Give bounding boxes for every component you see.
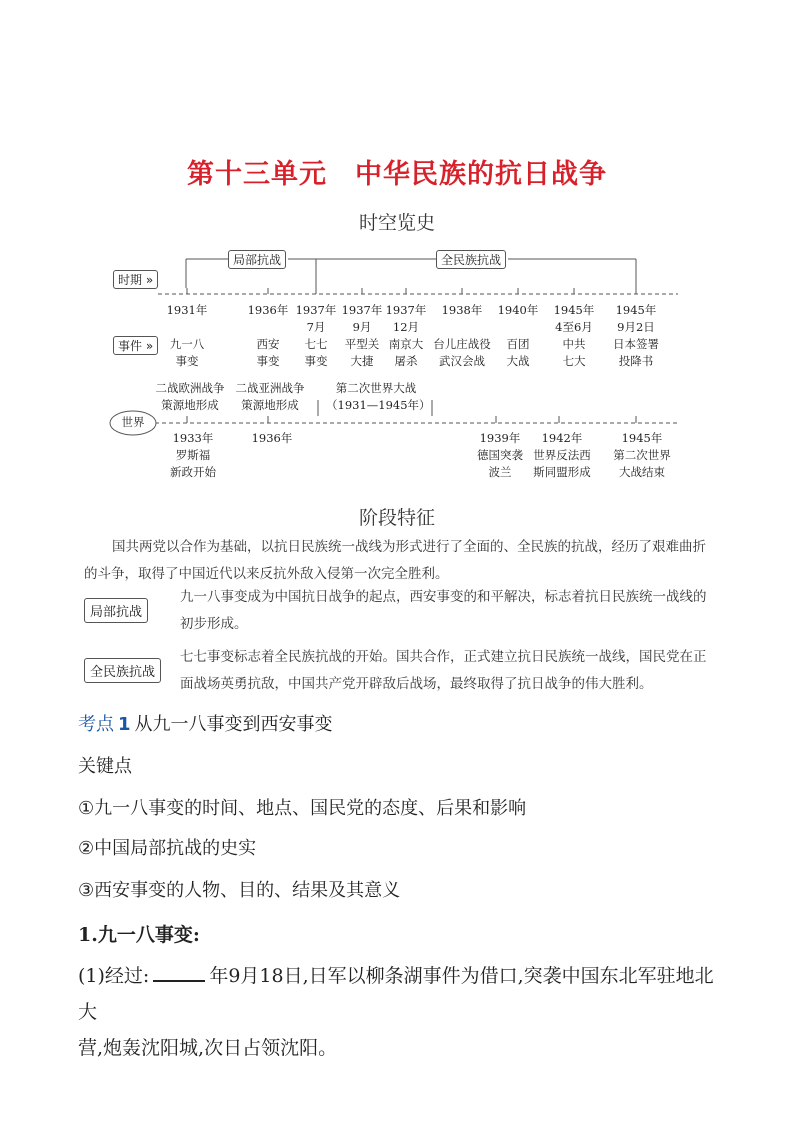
full-war-tag: 全民族抗战 bbox=[84, 658, 161, 683]
key-points-heading: 关键点 bbox=[78, 756, 132, 777]
key-point-2: ②中国局部抗战的史实 bbox=[78, 838, 257, 859]
page-title: 第十三单元 中华民族的抗日战争 bbox=[187, 159, 607, 190]
china-event-date: 1937年 12月 bbox=[385, 303, 427, 334]
china-event-name: 平型关 大捷 bbox=[344, 337, 380, 368]
world-top-asia: 二战亚洲战争 策源地形成 bbox=[235, 381, 305, 412]
phase-full-tag: 全民族抗战 bbox=[436, 250, 506, 269]
china-event-name: 西安 事变 bbox=[256, 337, 280, 368]
events-label: 事件 » bbox=[113, 336, 158, 355]
china-event-name: 南京大 屠杀 bbox=[388, 337, 424, 368]
world-label: 世界 bbox=[121, 415, 145, 429]
timeline-heading: 时空览史 bbox=[358, 212, 435, 234]
features-intro: 国共两党以合作为基础，以抗日民族统一战线为形式进行了全面的、全民族的抗战，经历了艰难曲折的斗争，取得了中国近代以来反抗外敌入侵第一次完全胜利。 bbox=[84, 539, 706, 582]
china-event-name: 九一八 事变 bbox=[169, 337, 205, 368]
world-event: 1942年 世界反法西 斯同盟形成 bbox=[533, 431, 591, 479]
china-event-name: 百团 大战 bbox=[506, 337, 530, 368]
period-label: 时期 » bbox=[113, 270, 158, 289]
china-event-name: 日本签署 投降书 bbox=[613, 337, 659, 368]
local-war-tag: 局部抗战 bbox=[84, 598, 148, 623]
china-event-date: 1940年 bbox=[497, 303, 539, 317]
china-event-name: 台儿庄战役 武汉会战 bbox=[433, 337, 491, 368]
world-event: 1939年 德国突袭 波兰 bbox=[477, 431, 523, 479]
world-top-europe: 二战欧洲战争 策源地形成 bbox=[155, 381, 225, 412]
china-event-date: 1931年 bbox=[166, 303, 208, 317]
key-point-3: ③西安事变的人物、目的、结果及其意义 bbox=[78, 880, 401, 901]
section-1-paragraph: (1)经过: 年9月18日,日军以柳条湖事件为借口,突袭中国东北军驻地北大 营,炮轰沈阳城,次日占领沈阳。 bbox=[78, 965, 714, 1059]
china-event-date: 1945年 4至6月 bbox=[553, 303, 595, 334]
china-event-date: 1937年 9月 bbox=[341, 303, 383, 334]
features-heading: 阶段特征 bbox=[358, 507, 435, 529]
world-event: 1945年 第二次世界 大战结束 bbox=[613, 431, 671, 479]
world-top-ww2: 第二次世界大战 （1931—1945年） bbox=[326, 381, 431, 412]
key-point-1: ①九一八事变的时间、地点、国民党的态度、后果和影响 bbox=[78, 798, 527, 819]
local-war-text: 九一八事变成为中国抗日战争的起点，西安事变的和平解决，标志着抗日民族统一战线的初步形成。 bbox=[180, 589, 707, 632]
full-war-text: 七七事变标志着全民族抗战的开始。国共合作，正式建立抗日民族统一战线，国民党在正面战场英勇抗敌，中国共产党开辟敌后战场，最终取得了抗日战争的伟大胜利。 bbox=[180, 649, 707, 692]
world-event: 1936年 bbox=[251, 431, 293, 445]
kaodian-heading: 考点 1 从九一八事变到西安事变 bbox=[78, 714, 333, 735]
phase-local-tag: 局部抗战 bbox=[228, 250, 286, 269]
china-event-name: 七七 事变 bbox=[304, 337, 328, 368]
world-event: 1933年 罗斯福 新政开始 bbox=[170, 431, 216, 479]
china-event-date: 1937年 7月 bbox=[295, 303, 337, 334]
china-event-name: 中共 七大 bbox=[562, 337, 586, 368]
china-event-date: 1938年 bbox=[441, 303, 483, 317]
china-event-date: 1945年 9月2日 bbox=[615, 303, 657, 334]
answer-blank[interactable] bbox=[153, 980, 205, 982]
section-1-heading: 1.九一八事变: bbox=[78, 924, 200, 946]
china-event-date: 1936年 bbox=[247, 303, 289, 317]
